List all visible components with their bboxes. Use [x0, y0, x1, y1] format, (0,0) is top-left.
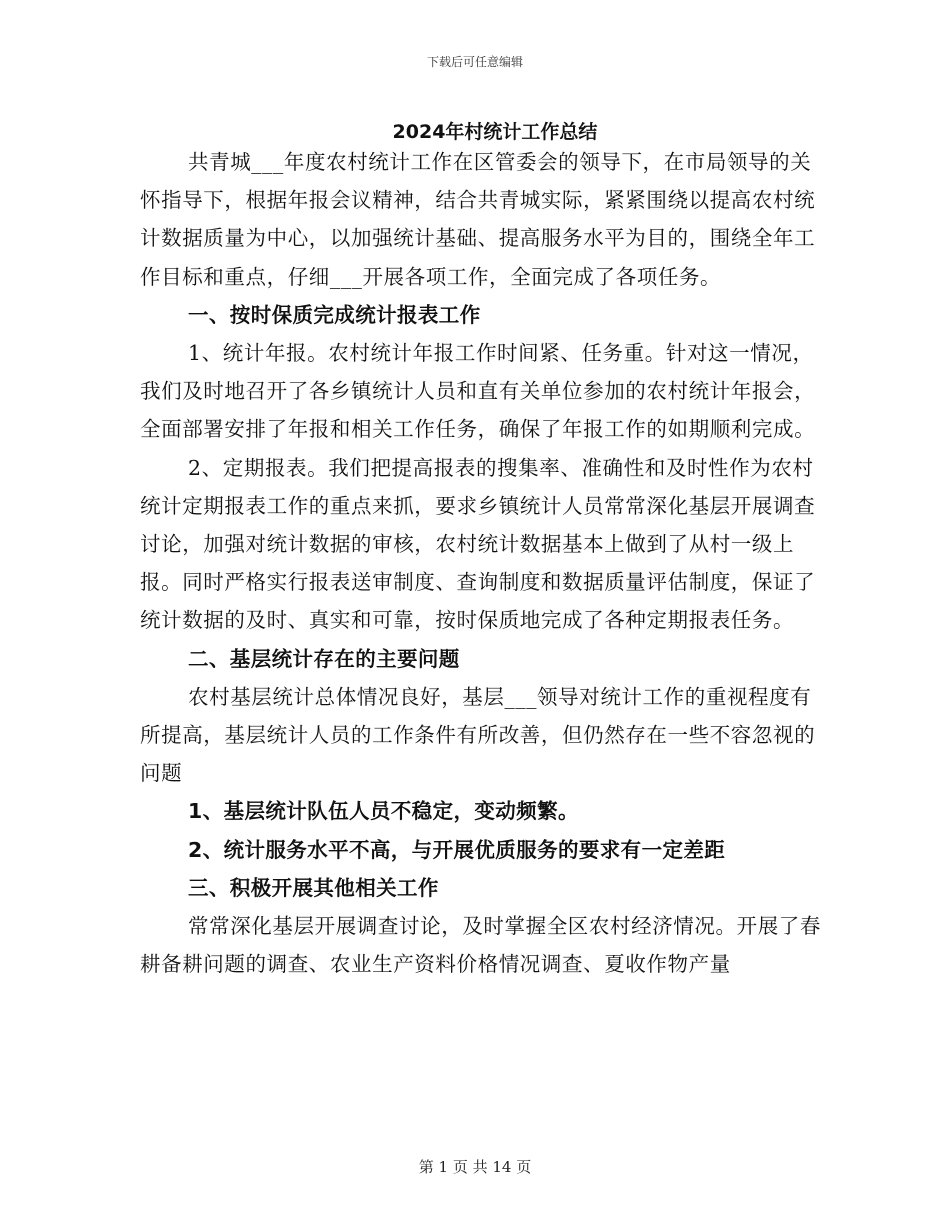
intro-paragraph: 共青城___年度农村统计工作在区管委会的领导下，在市局领导的关怀指导下，根据年报会议精神，结合共青城实际，紧紧围绕以提高农村统计数据质量为中心，以加强统计基础、提高服务水平为目的，围绕全年工作目标和重点，仔细___开展各项工作，全面完成了各项任务。	[140, 150, 816, 289]
section-3-paragraph-1: 常常深化基层开展调查讨论，及时掌握全区农村经济情况。开展了春耕备耕问题的调查、农业生产资料价格情况调查、夏收作物产量	[140, 914, 821, 977]
section-2-heading: 二、基层统计存在的主要问题	[188, 646, 460, 671]
document-title: 2024年村统计工作总结	[392, 121, 598, 143]
page-footer: 第 1 页 共 14 页	[418, 1158, 532, 1176]
section-2-paragraph-1: 农村基层统计总体情况良好，基层___领导对统计工作的重视程度有所提高，基层统计人员的工作条件有所改善，但仍然存在一些不容忽视的问题	[140, 684, 816, 786]
header-note: 下载后可任意编辑	[426, 55, 523, 69]
section-2-issue-2: 2、统计服务水平不高，与开展优质服务的要求有一定差距	[188, 837, 726, 862]
section-3-heading: 三、积极开展其他相关工作	[188, 875, 439, 900]
section-1-paragraph-1: 1、统计年报。农村统计年报工作时间紧、任务重。针对这一情况，我们及时地召开了各乡镇统计人员和直有关单位参加的农村统计年报会，全面部署安排了年报和相关工作任务，确保了年报工作的如期顺利完成。	[140, 341, 816, 442]
section-2-issue-1: 1、基层统计队伍人员不稳定，变动频繁。	[188, 799, 579, 824]
section-1-heading: 一、按时保质完成统计报表工作	[188, 302, 481, 327]
document-body	[140, 143, 830, 983]
section-1-paragraph-2: 2、定期报表。我们把提高报表的搜集率、准确性和及时性作为农村统计定期报表工作的重点来抓，要求乡镇统计人员常常深化基层开展调查讨论，加强对统计数据的审核，农村统计数据基本上做到了从村一级上报。同时严格实行报表送审制度、查询制度和数据质量评估制度，保证了统计数据的及时、真实和可靠，按时保质地完成了各种定期报表任务。	[140, 455, 816, 633]
